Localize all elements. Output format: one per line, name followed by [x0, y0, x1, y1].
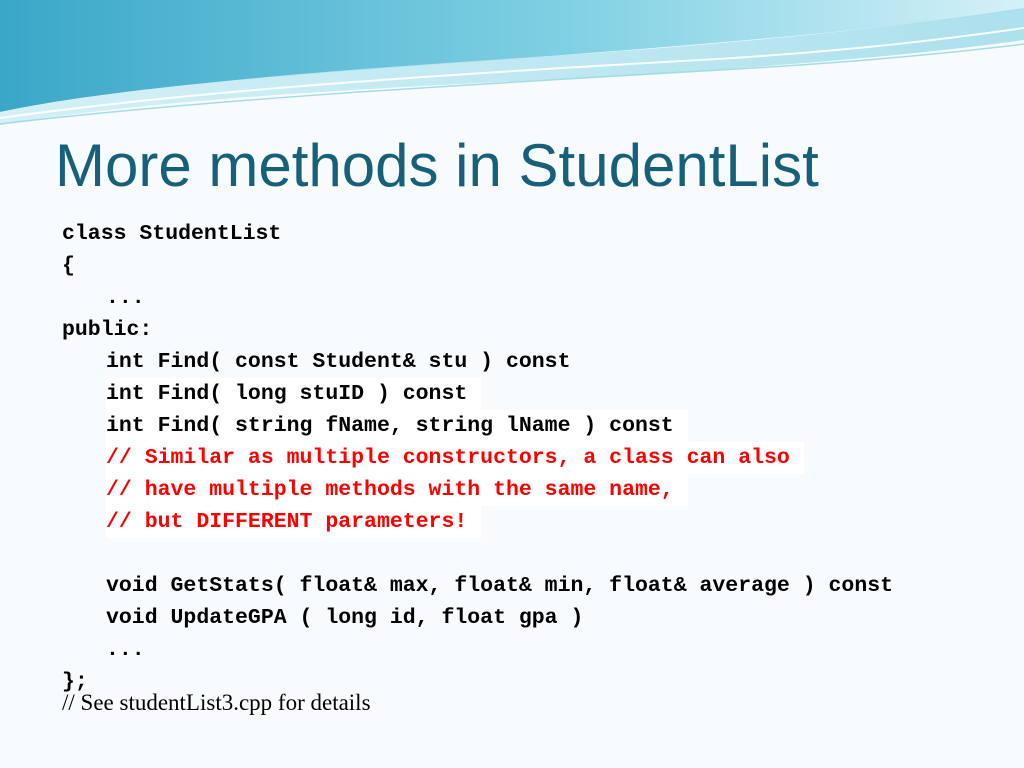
- code-line: [62, 378, 1012, 410]
- code-line: [62, 602, 1012, 634]
- code-line: [62, 314, 1012, 346]
- code-line: [62, 282, 1012, 314]
- footer-note: // See studentList3.cpp for details: [62, 690, 371, 715]
- code-text: ...: [106, 638, 145, 662]
- code-text: class StudentList: [62, 222, 282, 246]
- code-text: public:: [62, 318, 153, 342]
- code-comment-line: [62, 474, 1012, 506]
- code-comment: // Similar as multiple constructors, a class can also: [106, 442, 804, 474]
- code-comment: // have multiple methods with the same name,: [106, 474, 688, 506]
- code-text: int Find( const Student& stu ) const: [106, 350, 571, 374]
- code-line: [62, 410, 1012, 442]
- slide-title: More methods in StudentList: [55, 132, 819, 199]
- code-text: void UpdateGPA ( long id, float gpa ): [106, 606, 584, 630]
- code-text: ...: [106, 286, 145, 310]
- code-line: [62, 634, 1012, 666]
- code-line: [62, 346, 1012, 378]
- code-line: [62, 218, 1012, 250]
- code-comment-line: [62, 506, 1012, 538]
- code-block: [62, 218, 1012, 698]
- code-text: int Find( string fName, string lName ) const: [106, 410, 688, 442]
- code-line: [62, 570, 1012, 602]
- code-line-blank: [62, 538, 1012, 570]
- code-text: };: [62, 670, 88, 694]
- code-comment-line: [62, 442, 1012, 474]
- code-text: {: [62, 254, 75, 278]
- header-wave-decoration: [0, 0, 1024, 130]
- code-text: void GetStats( float& max, float& min, float& average ) const: [106, 574, 894, 598]
- code-line: [62, 250, 1012, 282]
- code-comment: // but DIFFERENT parameters!: [106, 506, 481, 538]
- code-text: int Find( long stuID ) const: [106, 378, 481, 410]
